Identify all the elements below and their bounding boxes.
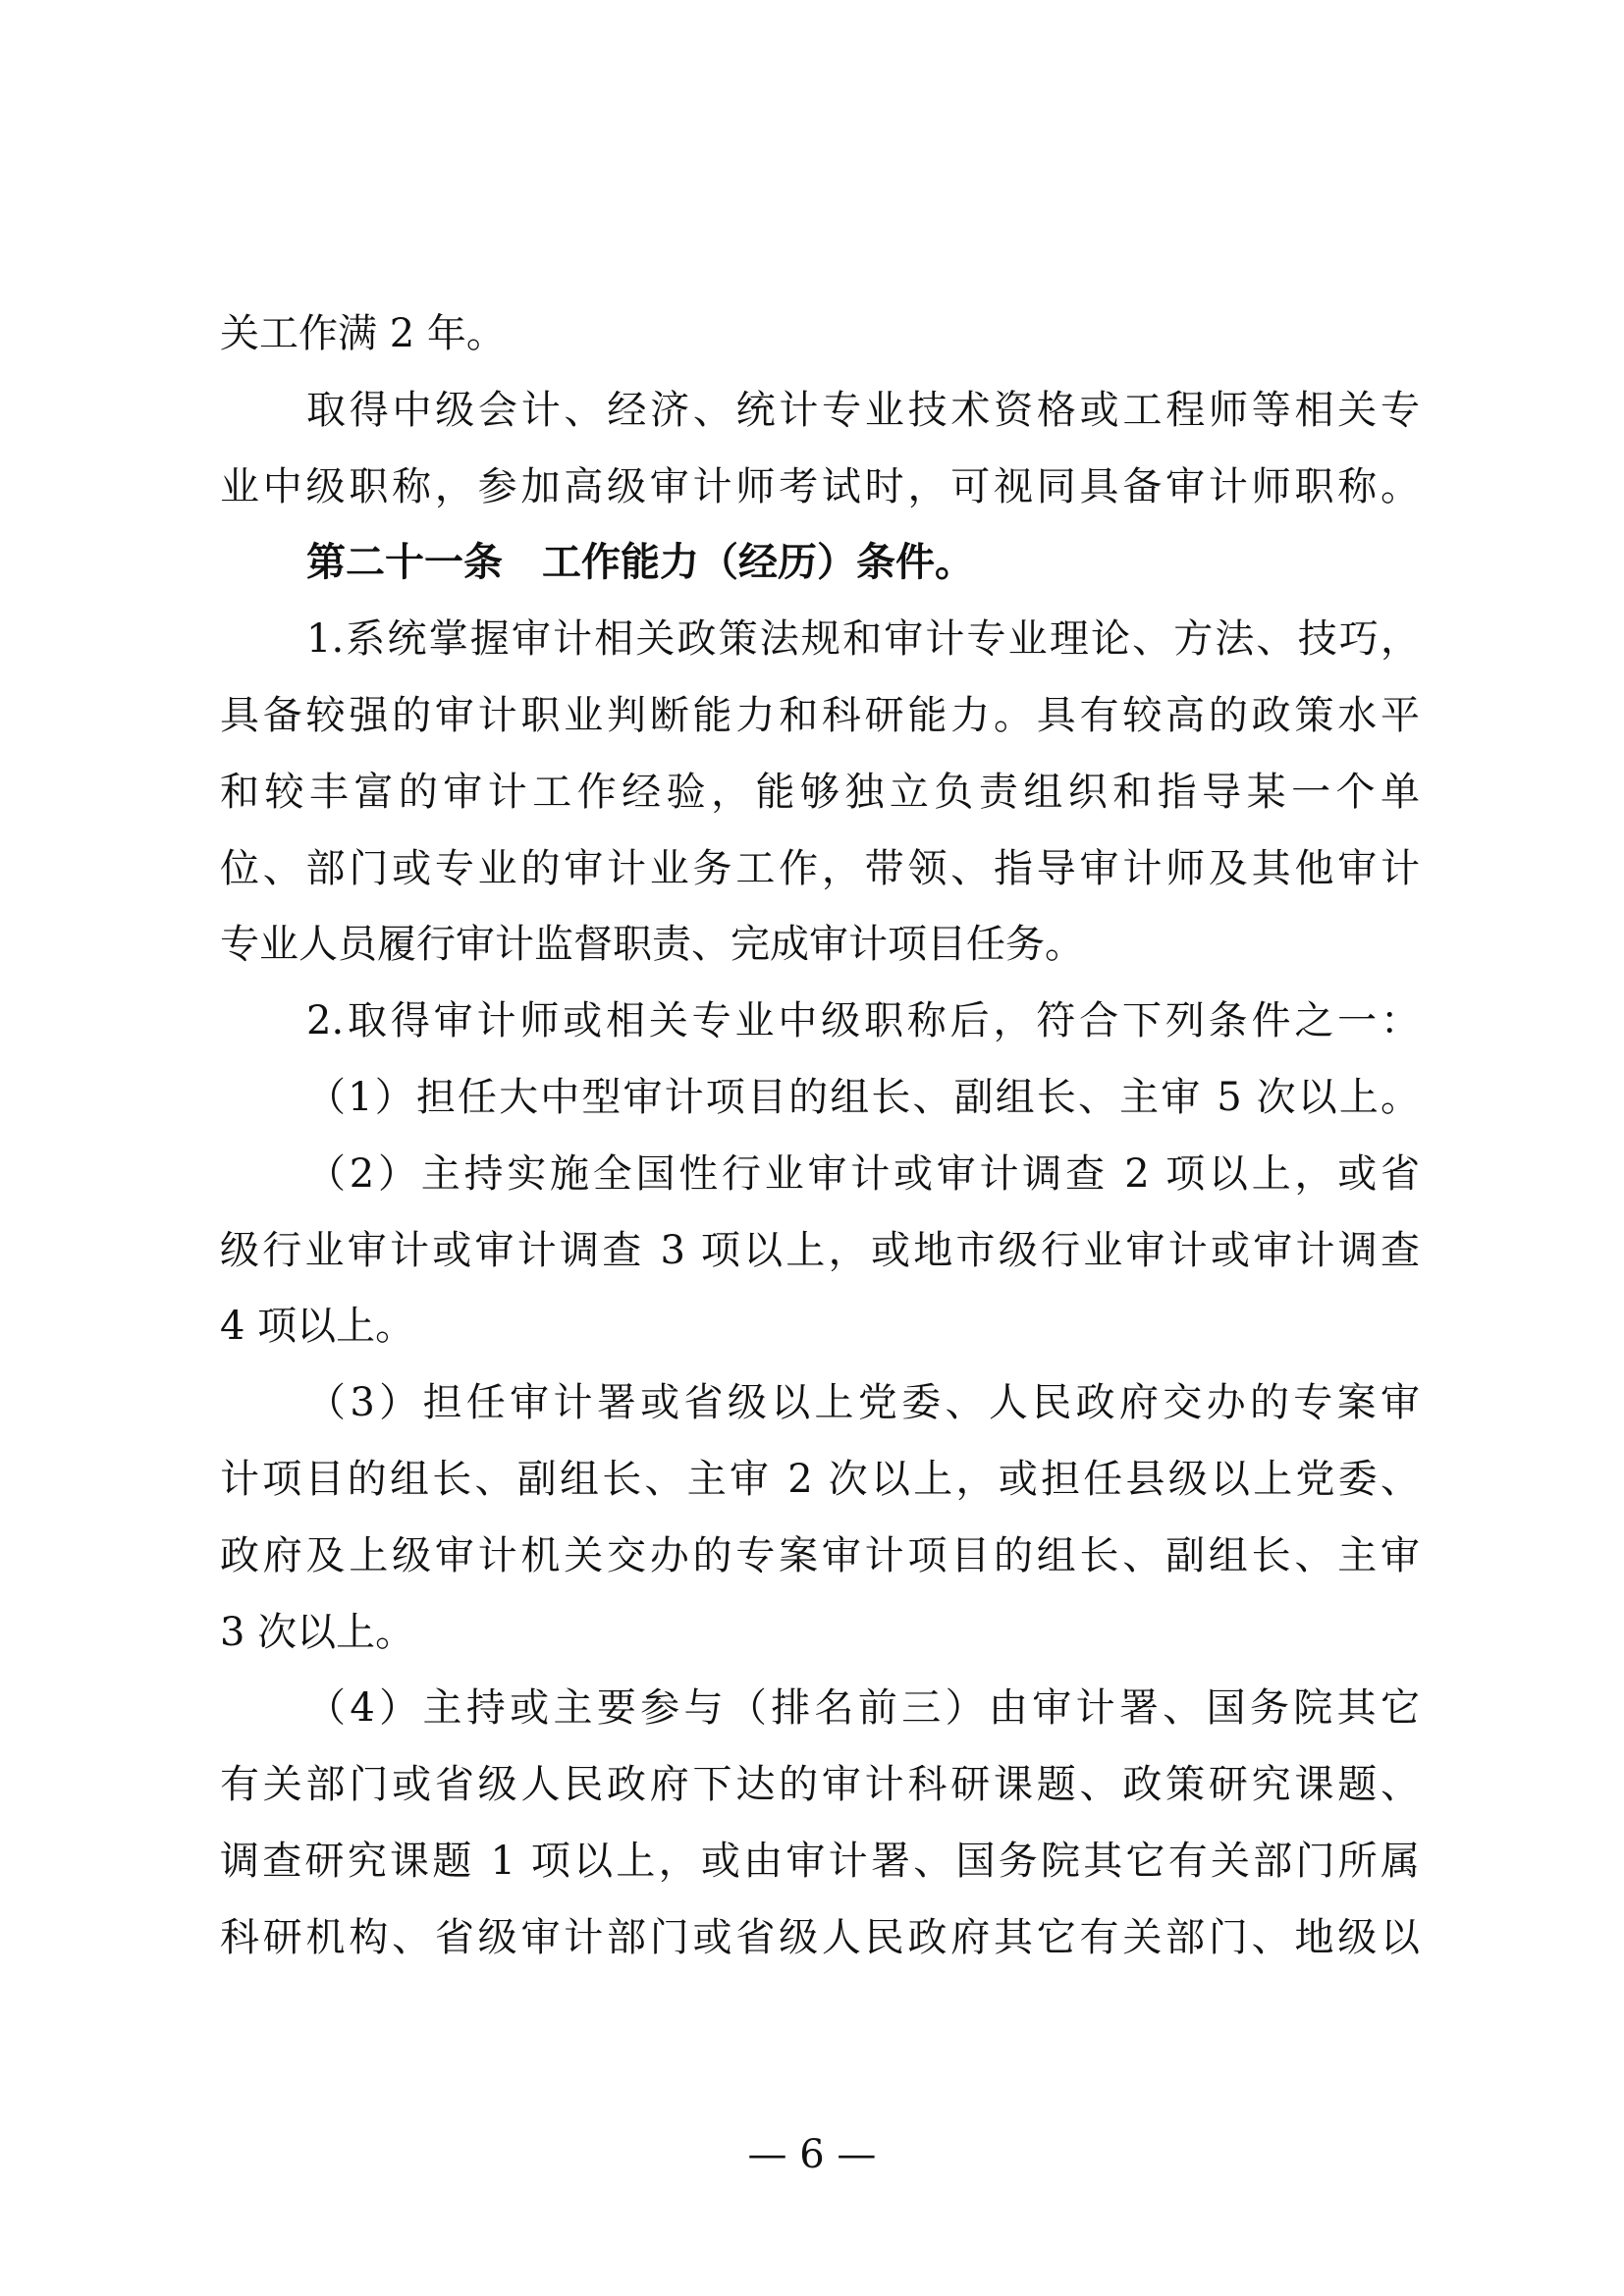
- text-line: 1.系统掌握审计相关政策法规和审计专业理论、方法、技巧，: [306, 616, 1420, 663]
- article-heading: 第二十一条 工作能力（经历）条件。: [306, 539, 974, 586]
- text-line: 调查研究课题 1 项以上，或由审计署、国务院其它有关部门所属: [220, 1839, 1420, 1884]
- text-line: 关工作满 2 年。: [220, 311, 506, 356]
- text-line: 业中级职称，参加高级审计师考试时，可视同具备审计师职称。: [220, 463, 1420, 509]
- text-line: （2）主持实施全国性行业审计或审计调查 2 项以上，或省: [306, 1150, 1420, 1197]
- text-line: 计项目的组长、副组长、主审 2 次以上，或担任县级以上党委、: [220, 1457, 1420, 1502]
- text-line: 取得中级会计、经济、统计专业技术资格或工程师等相关专: [306, 387, 1420, 433]
- text-line: 有关部门或省级人民政府下达的审计科研课题、政策研究课题、: [220, 1762, 1420, 1808]
- text-line: 3 次以上。: [220, 1609, 415, 1655]
- text-line: 级行业审计或审计调查 3 项以上，或地市级行业审计或审计调查: [220, 1227, 1420, 1273]
- text-line: 科研机构、省级审计部门或省级人民政府其它有关部门、地级以: [220, 1914, 1420, 1960]
- text-line: 具备较强的审计职业判断能力和科研能力。具有较高的政策水平: [220, 693, 1420, 738]
- page-number: — 6 —: [747, 2132, 877, 2177]
- text-line: 政府及上级审计机关交办的专案审计项目的组长、副组长、主审: [220, 1532, 1420, 1578]
- text-line: （1）担任大中型审计项目的组长、副组长、主审 5 次以上。: [306, 1075, 1420, 1120]
- text-line: 和较丰富的审计工作经验，能够独立负责组织和指导某一个单: [220, 769, 1420, 815]
- text-line: 位、部门或专业的审计业务工作，带领、指导审计师及其他审计: [220, 845, 1420, 891]
- text-line: （3）担任审计署或省级以上党委、人民政府交办的专案审: [306, 1380, 1420, 1426]
- text-line: 专业人员履行审计监督职责、完成审计项目任务。: [220, 922, 1084, 968]
- text-line: （4）主持或主要参与（排名前三）由审计署、国务院其它: [306, 1685, 1420, 1732]
- text-line: 2.取得审计师或相关专业中级职称后，符合下列条件之一：: [306, 998, 1420, 1044]
- text-line: 4 项以上。: [220, 1304, 415, 1350]
